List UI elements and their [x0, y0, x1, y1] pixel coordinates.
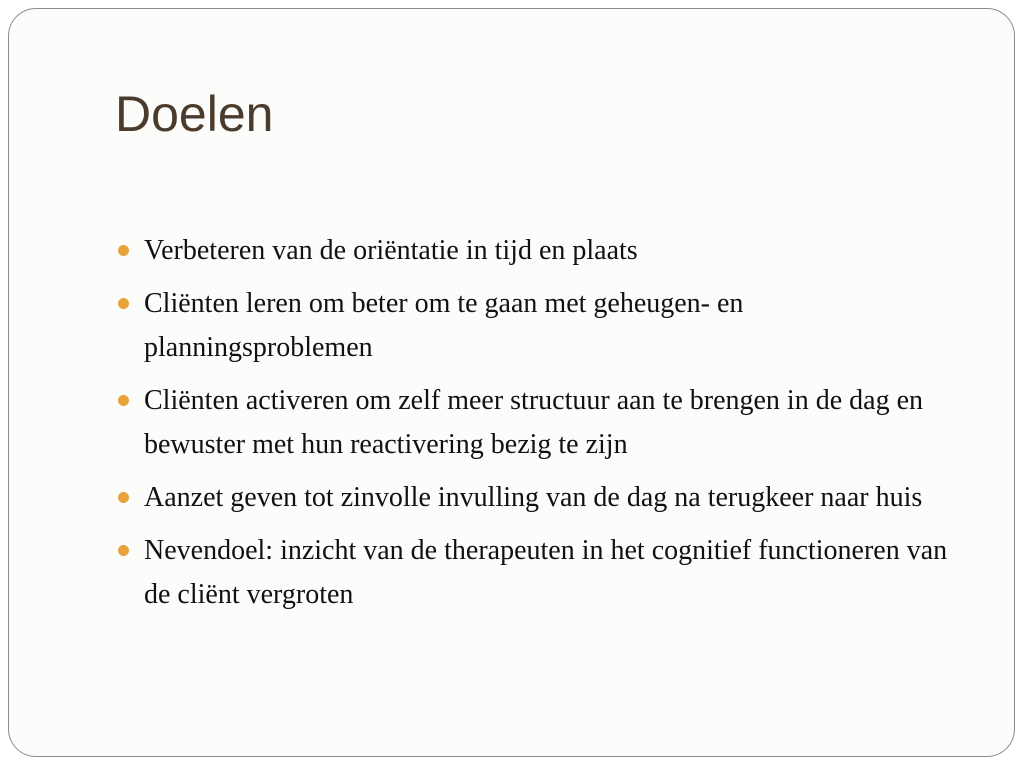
bullet-dot-icon — [118, 395, 129, 406]
bullet-item — [115, 379, 975, 467]
bullet-item — [115, 476, 975, 520]
bullet-item — [115, 229, 975, 273]
slide-title: Doelen — [115, 86, 274, 142]
bullet-text: Verbeteren van de oriëntatie in tijd en plaats — [144, 235, 638, 266]
bullet-dot-icon — [118, 545, 129, 556]
slide — [8, 8, 1015, 757]
bullet-list — [115, 229, 975, 626]
bullet-dot-icon — [118, 245, 129, 256]
bullet-text: Nevendoel: inzicht van de therapeuten in het cognitief functioneren van de cliënt vergroten — [144, 535, 948, 610]
bullet-item — [115, 282, 975, 370]
bullet-dot-icon — [118, 492, 129, 503]
bullet-text: Aanzet geven tot zinvolle invulling van de dag na terugkeer naar huis — [144, 482, 923, 513]
bullet-dot-icon — [118, 298, 129, 309]
bullet-text: Cliënten leren om beter om te gaan met geheugen- en planningsproblemen — [144, 288, 744, 363]
bullet-item — [115, 529, 975, 617]
bullet-text: Cliënten activeren om zelf meer structuur aan te brengen in de dag en bewuster met hun reactivering bezig te zijn — [144, 385, 923, 460]
